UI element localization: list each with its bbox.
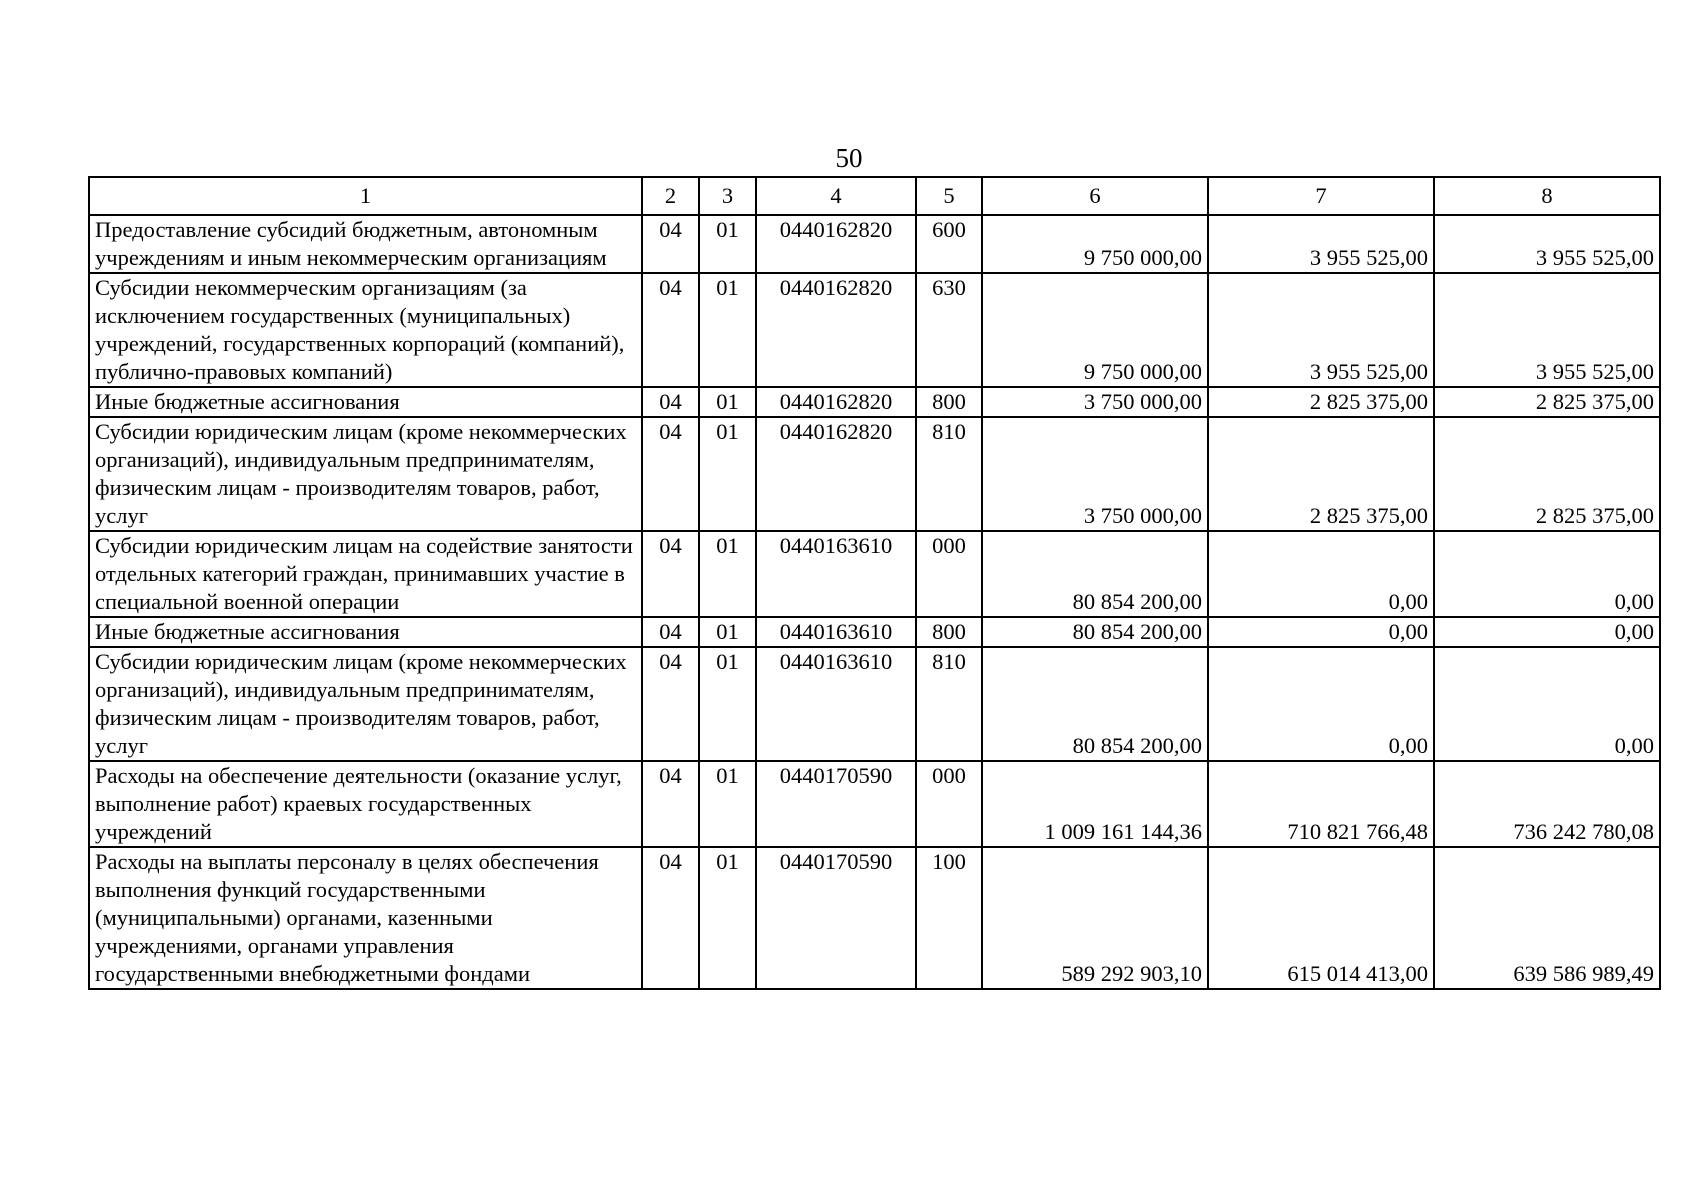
subsection-code: 01 bbox=[699, 617, 756, 647]
amount-col-6: 80 854 200,00 bbox=[982, 647, 1208, 761]
subsection-code: 01 bbox=[699, 273, 756, 387]
budget-table bbox=[88, 176, 1661, 990]
target-article-code: 0440162820 bbox=[756, 417, 916, 531]
expense-type-code: 810 bbox=[916, 417, 982, 531]
table-row bbox=[89, 531, 1660, 617]
amount-col-8: 0,00 bbox=[1434, 617, 1660, 647]
amount-col-7: 3 955 525,00 bbox=[1208, 273, 1434, 387]
table-header-row bbox=[89, 177, 1660, 215]
column-header: 7 bbox=[1208, 177, 1434, 215]
amount-col-7: 0,00 bbox=[1208, 531, 1434, 617]
row-name: Расходы на выплаты персоналу в целях обеспечения выполнения функций государственными (муниципальными) органами, казенными учреждениями, органами управления государственными внебюджетными фондами bbox=[89, 847, 642, 989]
target-article-code: 0440170590 bbox=[756, 847, 916, 989]
amount-col-7: 0,00 bbox=[1208, 647, 1434, 761]
column-header: 4 bbox=[756, 177, 916, 215]
row-name: Иные бюджетные ассигнования bbox=[89, 617, 642, 647]
section-code: 04 bbox=[642, 761, 699, 847]
expense-type-code: 800 bbox=[916, 387, 982, 417]
expense-type-code: 810 bbox=[916, 647, 982, 761]
amount-col-6: 589 292 903,10 bbox=[982, 847, 1208, 989]
amount-col-6: 9 750 000,00 bbox=[982, 273, 1208, 387]
subsection-code: 01 bbox=[699, 417, 756, 531]
table-row bbox=[89, 417, 1660, 531]
row-name: Расходы на обеспечение деятельности (оказание услуг, выполнение работ) краевых государственных учреждений bbox=[89, 761, 642, 847]
amount-col-7: 710 821 766,48 bbox=[1208, 761, 1434, 847]
table-row bbox=[89, 387, 1660, 417]
expense-type-code: 000 bbox=[916, 761, 982, 847]
section-code: 04 bbox=[642, 531, 699, 617]
table-row bbox=[89, 617, 1660, 647]
section-code: 04 bbox=[642, 647, 699, 761]
amount-col-8: 2 825 375,00 bbox=[1434, 387, 1660, 417]
section-code: 04 bbox=[642, 847, 699, 989]
subsection-code: 01 bbox=[699, 215, 756, 273]
expense-type-code: 800 bbox=[916, 617, 982, 647]
table-row bbox=[89, 761, 1660, 847]
column-header: 8 bbox=[1434, 177, 1660, 215]
expense-type-code: 600 bbox=[916, 215, 982, 273]
table-row bbox=[89, 273, 1660, 387]
expense-type-code: 000 bbox=[916, 531, 982, 617]
amount-col-7: 2 825 375,00 bbox=[1208, 387, 1434, 417]
section-code: 04 bbox=[642, 215, 699, 273]
expense-type-code: 100 bbox=[916, 847, 982, 989]
amount-col-7: 0,00 bbox=[1208, 617, 1434, 647]
row-name: Субсидии юридическим лицам (кроме некоммерческих организаций), индивидуальным предпринимателям, физическим лицам - производителям товаров, работ, услуг bbox=[89, 417, 642, 531]
subsection-code: 01 bbox=[699, 847, 756, 989]
amount-col-8: 639 586 989,49 bbox=[1434, 847, 1660, 989]
subsection-code: 01 bbox=[699, 761, 756, 847]
column-header: 1 bbox=[89, 177, 642, 215]
target-article-code: 0440163610 bbox=[756, 531, 916, 617]
section-code: 04 bbox=[642, 387, 699, 417]
target-article-code: 0440163610 bbox=[756, 647, 916, 761]
amount-col-8: 3 955 525,00 bbox=[1434, 273, 1660, 387]
amount-col-8: 0,00 bbox=[1434, 647, 1660, 761]
column-header: 2 bbox=[642, 177, 699, 215]
amount-col-7: 3 955 525,00 bbox=[1208, 215, 1434, 273]
amount-col-8: 3 955 525,00 bbox=[1434, 215, 1660, 273]
section-code: 04 bbox=[642, 617, 699, 647]
amount-col-8: 736 242 780,08 bbox=[1434, 761, 1660, 847]
amount-col-6: 9 750 000,00 bbox=[982, 215, 1208, 273]
row-name: Иные бюджетные ассигнования bbox=[89, 387, 642, 417]
amount-col-6: 3 750 000,00 bbox=[982, 387, 1208, 417]
subsection-code: 01 bbox=[699, 647, 756, 761]
amount-col-6: 1 009 161 144,36 bbox=[982, 761, 1208, 847]
table-row bbox=[89, 647, 1660, 761]
amount-col-6: 3 750 000,00 bbox=[982, 417, 1208, 531]
section-code: 04 bbox=[642, 417, 699, 531]
row-name: Субсидии юридическим лицам (кроме некоммерческих организаций), индивидуальным предпринимателям, физическим лицам - производителям товаров, работ, услуг bbox=[89, 647, 642, 761]
section-code: 04 bbox=[642, 273, 699, 387]
table-row bbox=[89, 215, 1660, 273]
page-number: 50 bbox=[835, 143, 863, 173]
subsection-code: 01 bbox=[699, 531, 756, 617]
row-name: Предоставление субсидий бюджетным, автономным учреждениям и иным некоммерческим организациям bbox=[89, 215, 642, 273]
amount-col-7: 615 014 413,00 bbox=[1208, 847, 1434, 989]
amount-col-6: 80 854 200,00 bbox=[982, 531, 1208, 617]
column-header: 3 bbox=[699, 177, 756, 215]
column-header: 6 bbox=[982, 177, 1208, 215]
row-name: Субсидии юридическим лицам на содействие занятости отдельных категорий граждан, принимавших участие в специальной военной операции bbox=[89, 531, 642, 617]
amount-col-6: 80 854 200,00 bbox=[982, 617, 1208, 647]
amount-col-8: 0,00 bbox=[1434, 531, 1660, 617]
subsection-code: 01 bbox=[699, 387, 756, 417]
target-article-code: 0440163610 bbox=[756, 617, 916, 647]
target-article-code: 0440162820 bbox=[756, 215, 916, 273]
target-article-code: 0440162820 bbox=[756, 273, 916, 387]
amount-col-8: 2 825 375,00 bbox=[1434, 417, 1660, 531]
target-article-code: 0440162820 bbox=[756, 387, 916, 417]
amount-col-7: 2 825 375,00 bbox=[1208, 417, 1434, 531]
table-row bbox=[89, 847, 1660, 989]
expense-type-code: 630 bbox=[916, 273, 982, 387]
target-article-code: 0440170590 bbox=[756, 761, 916, 847]
row-name: Субсидии некоммерческим организациям (за исключением государственных (муниципальных) учреждений, государственных корпораций (компаний), публично-правовых компаний) bbox=[89, 273, 642, 387]
column-header: 5 bbox=[916, 177, 982, 215]
